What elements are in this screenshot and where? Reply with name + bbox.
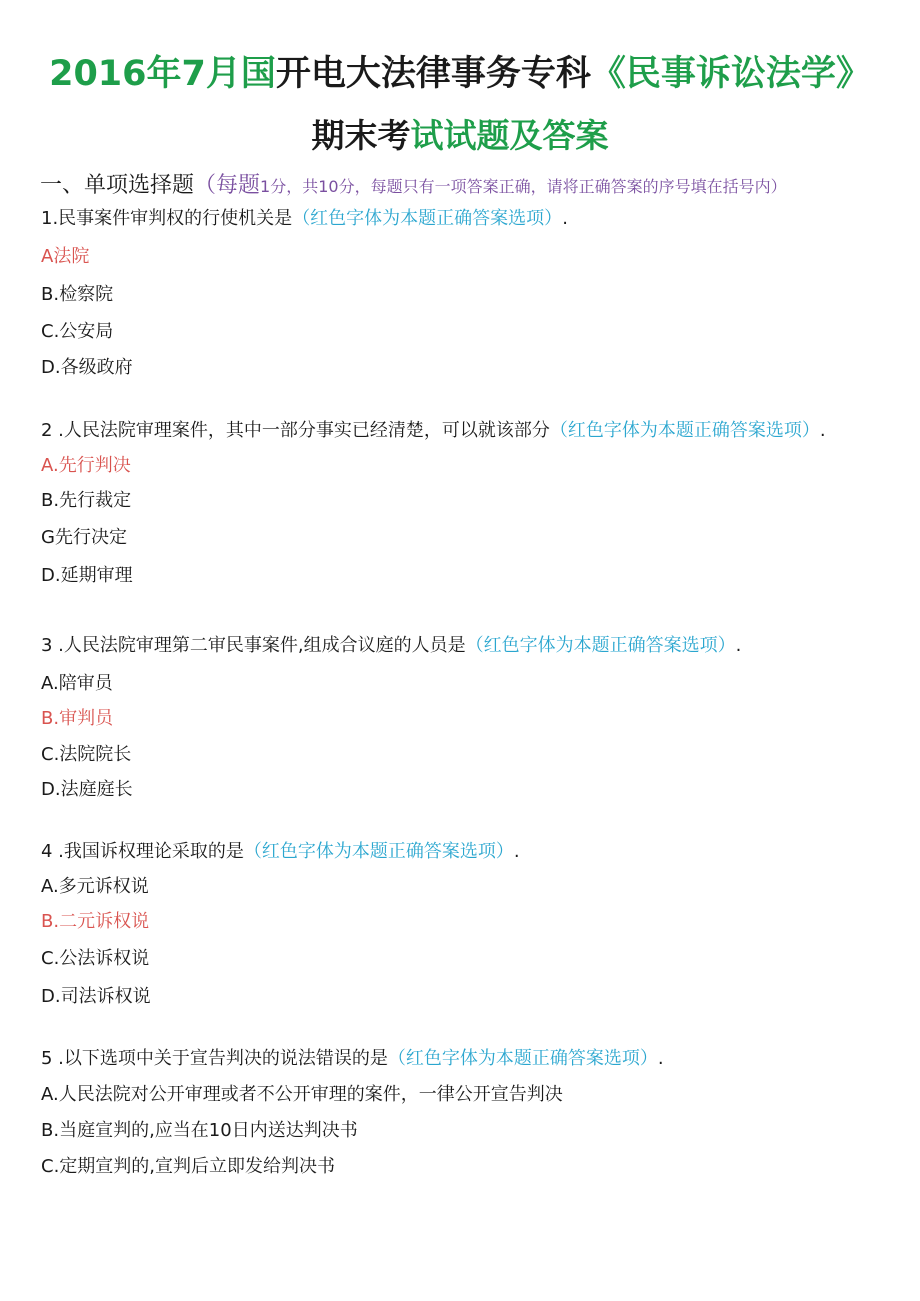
question-5-stem-line [41,1047,664,1071]
title-subject-segment: 《民事诉讼法学》 [590,54,871,94]
section-heading: 一、单项选择题 [40,173,195,198]
section-header [40,168,787,199]
question-4-option-b: B.二元诉权说 [41,911,150,932]
question-2-end: . [819,420,826,441]
question-2-option-d: D.延期审理 [41,565,133,586]
question-1-option-a: A法院 [41,246,90,267]
question-1-stem-line [41,207,568,231]
question-1-option-c: C.公安局 [41,321,114,342]
question-5-option-a: A.人民法院对公开审理或者不公开审理的案件，一律公开宣告判决 [41,1084,563,1105]
question-4-option-a: A.多元诉权说 [41,876,149,897]
question-1-stem: 1.民事案件审判权的行使机关是 [41,208,293,229]
question-2-hint: （红色字体为本题正确答案选项） [549,420,820,441]
title-exam-segment: 期末考 [311,116,411,155]
question-1-option-d: D.各级政府 [41,357,133,378]
title-course-segment: 开电大法律事务专科 [275,54,591,94]
page-title-line-1 [0,46,920,96]
question-4-option-c: C.公法诉权说 [41,948,150,969]
question-5-hint: （红色字体为本题正确答案选项） [387,1048,658,1069]
section-note: 1分，共10分，每题只有一项答案正确，请将正确答案的序号填在括号内） [260,177,787,196]
question-4-hint: （红色字体为本题正确答案选项） [243,841,514,862]
question-4-stem-line [41,840,520,864]
title-answers-segment: 及答案 [509,116,609,155]
question-3-hint: （红色字体为本题正确答案选项） [465,635,736,656]
question-4-end: . [513,841,520,862]
title-questions-segment: 试试题 [410,116,510,155]
question-2-option-a: A.先行判决 [41,455,131,476]
question-4-stem: 4 .我国诉权理论采取的是 [41,841,244,862]
question-3-option-d: D.法庭庭长 [41,779,133,800]
question-2-stem-line [41,419,826,443]
question-2-option-c: G先行决定 [41,527,127,548]
question-3-option-a: A.陪审员 [41,673,113,694]
page-title-line-2 [0,110,920,157]
question-5-option-c: C.定期宣判的,宣判后立即发给判决书 [41,1156,336,1177]
section-note-lead: （每题 [194,173,261,198]
question-2-option-b: B.先行裁定 [41,490,132,511]
question-5-option-b: B.当庭宣判的,应当在10日内送达判决书 [41,1120,358,1141]
question-3-option-c: C.法院院长 [41,744,132,765]
question-1-option-b: B.检察院 [41,284,114,305]
question-3-end: . [735,635,742,656]
question-5-stem: 5 .以下选项中关于宣告判决的说法错误的是 [41,1048,388,1069]
question-5-end: . [657,1048,664,1069]
question-1-hint: （红色字体为本题正确答案选项） [292,208,563,229]
question-3-stem-line [41,634,741,658]
question-1-end: . [562,208,568,229]
question-3-option-b: B.审判员 [41,708,114,729]
question-3-stem: 3 .人民法院审理第二审民事案件,组成合议庭的人员是 [41,635,466,656]
question-4-option-d: D.司法诉权说 [41,986,151,1007]
title-year-segment: 2016年7月国 [49,54,276,94]
question-2-stem: 2 .人民法院审理案件，其中一部分事实已经清楚，可以就该部分 [41,420,550,441]
